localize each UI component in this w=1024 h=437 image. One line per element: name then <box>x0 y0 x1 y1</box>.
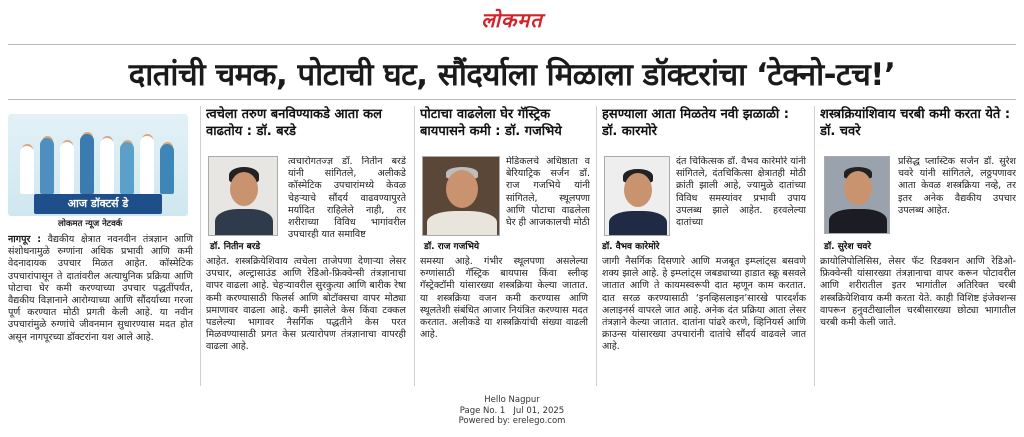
headline-band <box>8 44 1016 100</box>
article-text-top: त्वचारोगतज्ज्ञ डॉ. नितीन बरडे यांनी सांगितले, अलीकडे कॉस्मेटिक उपचारांमध्ये केवळ चेहऱ्याचे सौंदर्य वाढवण्यापुरते मर्यादित राहिलेले नाही, तर शरीराच्या विविध भागांवरील उपचारही यात समाविष्ट <box>288 156 406 241</box>
column-stomach <box>420 106 590 388</box>
photo-caption: डॉ. राज गजभिये <box>424 242 480 252</box>
column-divider <box>814 106 815 386</box>
page-footer <box>0 395 1024 427</box>
powered-by-link[interactable]: Powered by: erelego.com <box>458 416 566 426</box>
photo-caption: डॉ. वैभव कारेमोरे <box>602 242 660 252</box>
doctor-photo <box>824 156 890 234</box>
article-heading: शस्त्रक्रियांशिवाय चरबी कमी करता येते : डॉ. चवरे <box>820 107 1011 139</box>
intro-article <box>8 234 193 344</box>
article-text-bottom: समस्या आहे. गंभीर स्थूलपणा असलेल्या रुग्णांसाठी गॅस्ट्रिक बायपास किंवा स्लीव्ह गॅस्ट्रेक्टॉमी यांसारख्या शस्त्रक्रिया केल्या जातात. या शस्त्रक्रिया वजन कमी करण्यास आणि स्थूलतेशी संबंधित आजार नियंत्रित करण्यास मदत करतात. अलीकडे या शस्त्रक्रियांची संख्या वाढली आहे. <box>420 256 588 341</box>
page-info: Page No. 1 Jul 01, 2025 <box>459 405 565 416</box>
intro-article-text: वैद्यकीय क्षेत्रात नवनवीन तंत्रज्ञान आणि संशोधनामुळे रुग्णांना अधिक प्रभावी आणि कमी वेदनादायक उपचार मिळत आहेत. कॉस्मेटिक उपचारांपासून ते दातांवरील अत्याधुनिक प्रक्रिया आणि पोटाचा घेर कमी करण्याच्या उपचार पद्धतींपर्यंत, वैद्यकीय विज्ञानाने आरोग्याच्या आणि सौंदर्याच्या गरजा पूर्ण करण्यात मोठी प्रगती केली आहे. या नवीन उपचारांमुळे रुग्णांचे जीवनमान सुधारण्यास मदत होत असून नागपूरच्या डॉक्टरांना यश आले आहे. <box>8 234 193 343</box>
doctors-day-banner <box>8 114 188 216</box>
article-heading: हसण्याला आता मिळतेय नवी झळाळी : डॉ. कारमोरे <box>602 107 789 139</box>
masthead <box>0 6 1024 33</box>
doctor-photo <box>604 156 670 236</box>
article-text-bottom: क्रायोलिपोलिसिस, लेसर फॅट रिडक्शन आणि रेडिओ-फ्रिक्वेन्सी यांसारख्या तंत्रज्ञानाचा वापर करून पोटावरील आणि शरीरातील इतर भागांतील अतिरिक्त चरबी शस्त्रक्रियेशिवाय कमी करता येते. काही विशिष्ट इंजेक्शन्स वापरून हनुवटीखालील चरबीसारख्या छोट्या भागातील चरबी कमी केली जाते. <box>820 256 1016 329</box>
lokmat-logo: लोकमत <box>481 8 543 32</box>
news-credit: लोकमत न्यूज नेटवर्क <box>58 219 123 229</box>
column-dental <box>602 106 808 388</box>
article-heading: पोटाचा वाढलेला घेर गॅस्ट्रिक बायपासने कमी : डॉ. गजभिये <box>420 107 562 139</box>
article-text-bottom: जागी नैसर्गिक दिसणारे आणि मजबूत इम्प्लांट्स बसवणे शक्य झाले आहे. हे इम्प्लांट्स जबड्याच्या हाडात स्क्रू बसवले जातात आणि ते कायमस्वरूपी दात म्हणून काम करतात. दात सरळ करण्यासाठी ‘इनव्हिसलाइन’सारखे पारदर्शक अलाइनर्स वापरले जात आहे. अनेक दंत प्रक्रिया आता लेसर तंत्रज्ञाने केल्या जातात. दातांना पांढरे करणे, व्हिनियर्स आणि क्राउन्स यांसारख्या उपचारांनी दातांचे सौंदर्य वाढवले जात आहे. <box>602 256 806 353</box>
column-divider <box>596 106 597 386</box>
page-headline: दातांची चमक, पोटाची घट, सौंदर्याला मिळाला डॉक्टरांचा ‘टेक्नो-टच!’ <box>128 57 896 93</box>
column-divider <box>200 106 201 386</box>
photo-caption: डॉ. नितीन बरडे <box>210 242 261 252</box>
column-divider <box>414 106 415 386</box>
photo-caption: डॉ. सुरेश चवरे <box>824 242 872 252</box>
banner-label: आज डॉक्टर्स डे <box>34 194 162 214</box>
article-text-bottom: आहेत. शस्त्रक्रियेशिवाय त्वचेला ताजेपणा देणाऱ्या लेसर उपचार, अल्ट्रासाउंड आणि रेडिओ-फ्रिक्वेन्सी तंत्रज्ञानाचा वापर वाढला आहे. चेहऱ्यावरील सुरकुत्या आणि बारीक रेषा कमी करण्यासाठी फिलर्स आणि बोटॉक्सचा वापर मोठ्या प्रमाणावर वाढला आहे. कमी झालेले केस किंवा टक्कल पडलेल्या भागावर नैसर्गिक पद्धतीने केस परत मिळवण्यासाठी प्रगत केस प्रत्यारोपण तंत्रज्ञानाचा वापरही वाढला आहे. <box>206 256 406 353</box>
article-text-top: मेडिकलचे अधिष्ठाता व बेरियाट्रिक सर्जन डॉ. राज गजभिये यांनी सांगितले, स्थूलपणा आणि पोटाचा वाढलेला घेर ही आजकालची मोठी <box>506 156 590 229</box>
article-text-top: दंत चिकित्सक डॉ. वैभव कारेमोरे यांनी सांगितले, दंतचिकित्सा क्षेत्रातही मोठी क्रांती झाली आहे, ज्यामुळे दातांच्या विविध समस्यांवर प्रभावी उपाय उपलब्ध झाले आहेत. हरवलेल्या दातांच्या <box>676 156 806 229</box>
dateline: नागपूर : <box>8 234 42 245</box>
edition-name: Hello Nagpur <box>484 395 540 405</box>
article-heading: त्वचेला तरुण बनविण्याकडे आता कल वाढतोय : डॉ. बरडे <box>206 107 382 139</box>
column-fat <box>820 106 1018 388</box>
article-text-top: प्रसिद्ध प्लास्टिक सर्जन डॉ. सुरेश चवरे यांनी सांगितले, लठ्ठपणावर आता केवळ शस्त्रक्रिया नव्हे, तर इतर अनेक वैद्यकीय उपचार उपलब्ध आहेत. <box>898 156 1016 216</box>
column-intro <box>8 106 196 388</box>
doctor-photo <box>422 156 500 236</box>
column-skin <box>206 106 408 388</box>
doctor-photo <box>208 156 278 236</box>
